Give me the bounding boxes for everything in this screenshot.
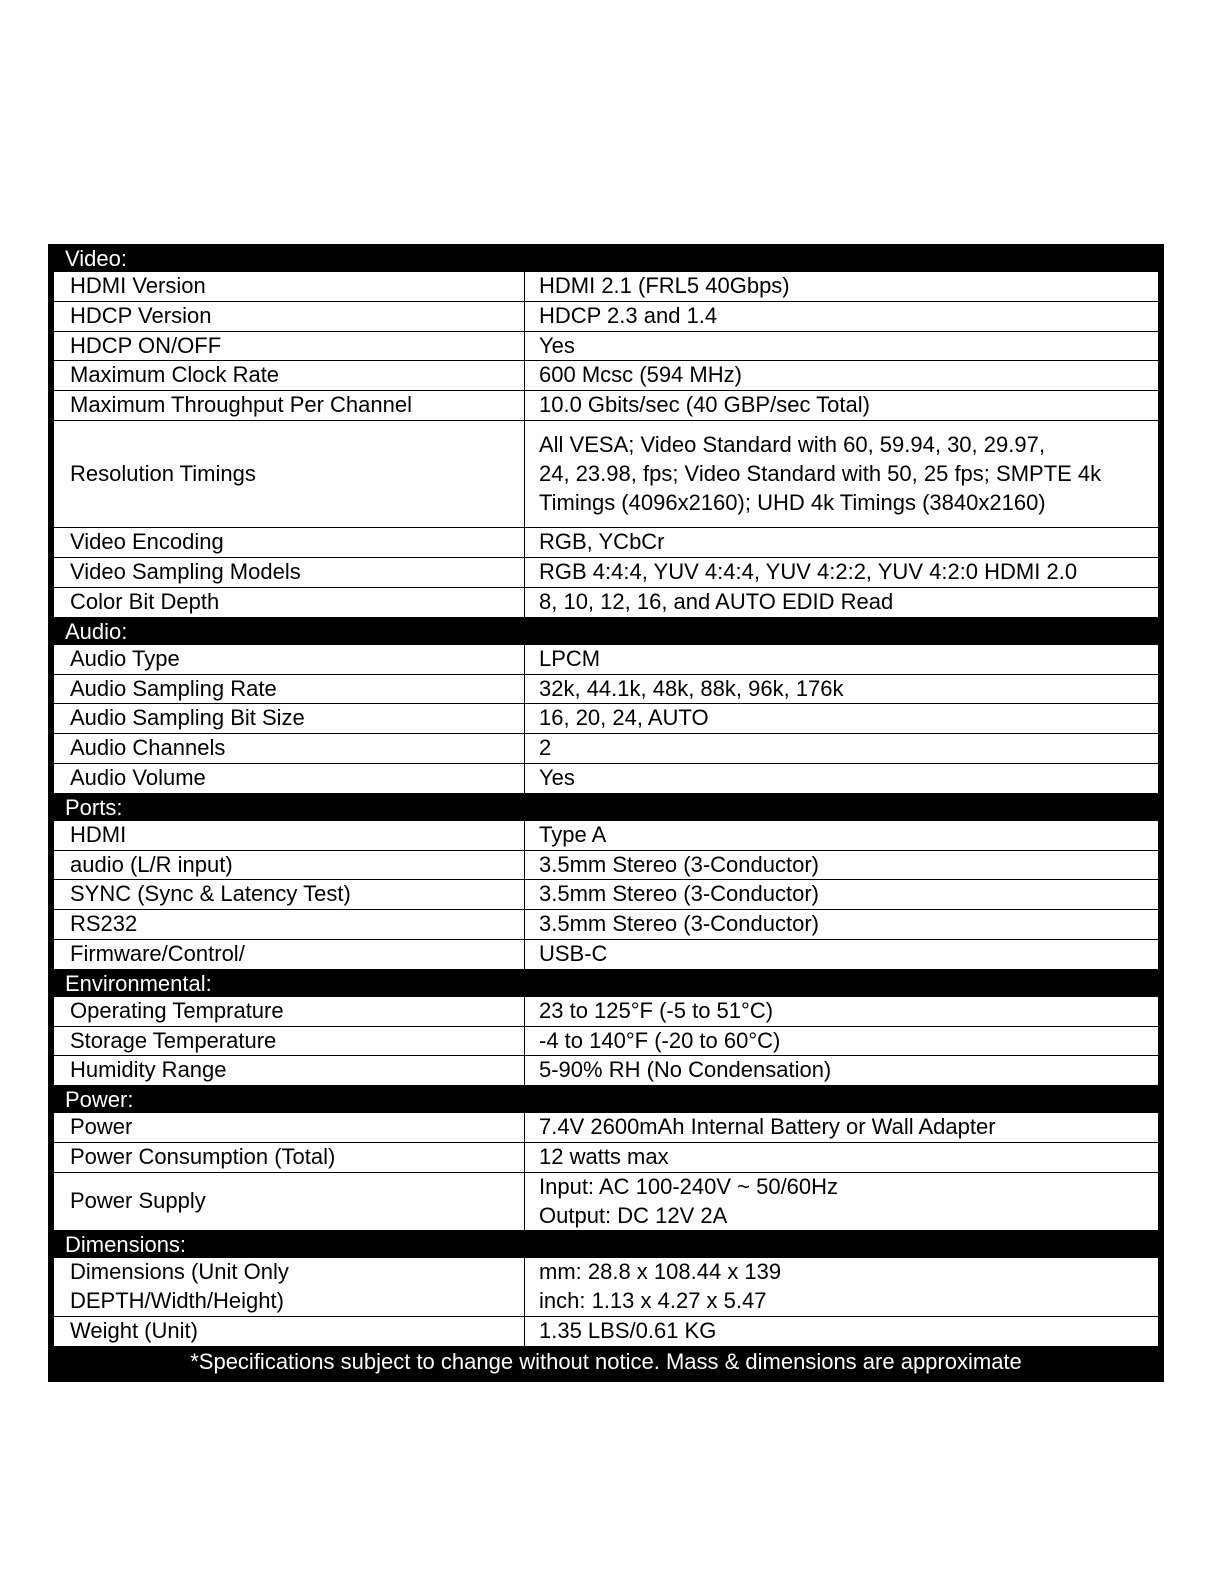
spec-row xyxy=(54,1113,1158,1143)
spec-value: All VESA; Video Standard with 60, 59.94, 30, 29.97, xyxy=(539,431,1045,457)
spec-label-cell xyxy=(54,1056,525,1085)
spec-value-cell xyxy=(525,391,1158,420)
spec-label-cell xyxy=(54,821,525,850)
spec-label-lines xyxy=(70,821,126,850)
spec-value: mm: 28.8 x 108.44 x 139 xyxy=(539,1259,782,1285)
section-rows xyxy=(54,272,1158,617)
spec-value-cell xyxy=(525,558,1158,587)
section-header: Ports: xyxy=(65,794,123,820)
spec-label-cell xyxy=(54,302,525,331)
spec-label: Audio Sampling Bit Size xyxy=(70,705,305,731)
spec-row xyxy=(54,704,1158,734)
spec-row xyxy=(54,821,1158,851)
spec-label: Video Sampling Models xyxy=(70,559,301,585)
spec-value: 24, 23.98, fps; Video Standard with 50, 25 fps; SMPTE 4k xyxy=(539,460,1102,486)
spec-value-cell xyxy=(525,1143,1158,1172)
spec-label-cell xyxy=(54,272,525,301)
spec-label-lines xyxy=(70,645,180,674)
spec-label-lines xyxy=(70,880,351,909)
spec-label: Audio Sampling Rate xyxy=(70,675,277,701)
spec-label-cell xyxy=(54,851,525,880)
spec-label-lines xyxy=(70,528,224,557)
spec-value-cell xyxy=(525,272,1158,301)
section-rows xyxy=(54,645,1158,793)
spec-label-lines xyxy=(70,851,233,880)
spec-value: HDMI 2.1 (FRL5 40Gbps) xyxy=(539,273,790,298)
spec-label-lines xyxy=(70,391,412,420)
spec-row xyxy=(54,1143,1158,1173)
spec-row xyxy=(54,997,1158,1027)
spec-label: Power Consumption (Total) xyxy=(70,1143,336,1169)
spec-label: SYNC (Sync & Latency Test) xyxy=(70,881,351,907)
spec-label-cell xyxy=(54,421,525,527)
section-rows xyxy=(54,997,1158,1085)
spec-row xyxy=(54,1056,1158,1085)
spec-label-cell xyxy=(54,558,525,587)
spec-label: Audio Type xyxy=(70,645,180,671)
spec-label-cell xyxy=(54,940,525,969)
spec-value-cell xyxy=(525,1056,1158,1085)
spec-value: 3.5mm Stereo (3-Conductor) xyxy=(539,851,819,877)
spec-label: Video Encoding xyxy=(70,529,224,555)
spec-value: 600 Mcsc (594 MHz) xyxy=(539,362,742,388)
spec-value-cell xyxy=(525,734,1158,763)
spec-label: Audio Channels xyxy=(70,735,226,761)
section-header: Audio: xyxy=(65,618,128,644)
spec-label-cell xyxy=(54,1027,525,1056)
spec-value: Input: AC 100-240V ~ 50/60Hz xyxy=(539,1173,839,1199)
spec-row xyxy=(54,851,1158,881)
spec-label: RS232 xyxy=(70,911,138,937)
spec-row xyxy=(54,734,1158,764)
spec-label-cell xyxy=(54,764,525,793)
spec-value: 8, 10, 12, 16, and AUTO EDID Read xyxy=(539,588,894,614)
spec-row xyxy=(54,764,1158,793)
spec-row xyxy=(54,1173,1158,1231)
spec-label-cell xyxy=(54,332,525,361)
spec-value-cell xyxy=(525,704,1158,733)
spec-row xyxy=(54,910,1158,940)
spec-value: Yes xyxy=(539,764,575,790)
disclaimer-footer: *Specifications subject to change without notice. Mass & dimensions are approximate xyxy=(190,1348,1022,1374)
spec-row xyxy=(54,361,1158,391)
spec-label: HDMI xyxy=(70,821,127,847)
spec-row xyxy=(54,880,1158,910)
spec-label-lines xyxy=(70,1027,276,1056)
spec-row xyxy=(54,940,1158,969)
spec-label-cell xyxy=(54,1258,525,1316)
spec-label-cell xyxy=(54,1317,525,1346)
spec-value: 3.5mm Stereo (3-Conductor) xyxy=(539,911,819,937)
spec-label: Power Supply xyxy=(70,1188,206,1214)
section-rows xyxy=(54,1113,1158,1230)
spec-row xyxy=(54,302,1158,332)
spec-row xyxy=(54,1317,1158,1346)
spec-label-lines xyxy=(70,734,225,763)
spec-label: HDCP Version xyxy=(70,302,212,328)
spec-row xyxy=(54,1027,1158,1057)
spec-label-lines xyxy=(70,997,284,1026)
spec-label: Color Bit Depth xyxy=(70,588,220,614)
spec-row xyxy=(54,272,1158,302)
spec-label-lines xyxy=(70,272,206,301)
spec-value: LPCM xyxy=(539,645,601,671)
spec-value-cell xyxy=(525,332,1158,361)
spec-label-lines xyxy=(70,675,277,704)
spec-label-cell xyxy=(54,361,525,390)
spec-label: Firmware/Control/ xyxy=(70,940,245,966)
spec-value: Timings (4096x2160); UHD 4k Timings (3840x2160) xyxy=(539,489,1046,515)
spec-value-cell xyxy=(525,764,1158,793)
spec-label-lines xyxy=(70,332,221,361)
spec-value: RGB, YCbCr xyxy=(539,529,665,555)
spec-value-cell xyxy=(525,361,1158,390)
spec-label-lines xyxy=(70,558,301,587)
spec-label-lines xyxy=(70,460,256,489)
spec-label-cell xyxy=(54,910,525,939)
spec-value-cell xyxy=(525,910,1158,939)
section-header: Video: xyxy=(65,246,127,271)
spec-value-cell xyxy=(525,1317,1158,1346)
spec-label-lines xyxy=(70,910,137,939)
spec-value: Yes xyxy=(539,332,575,358)
spec-label: HDMI Version xyxy=(70,273,206,298)
spec-label: Weight (Unit) xyxy=(70,1317,198,1343)
spec-label-lines xyxy=(70,1317,198,1346)
spec-label: Storage Temperature xyxy=(70,1027,277,1053)
spec-label-lines xyxy=(70,1258,289,1316)
spec-label: Audio Volume xyxy=(70,764,206,790)
spec-value-cell xyxy=(525,528,1158,557)
spec-row xyxy=(54,558,1158,588)
section-rows xyxy=(54,821,1158,969)
spec-label: audio (L/R input) xyxy=(70,851,233,877)
section-rows xyxy=(54,1258,1158,1345)
spec-value-cell xyxy=(525,645,1158,674)
spec-label: Maximum Throughput Per Channel xyxy=(70,392,412,418)
spec-value: 16, 20, 24, AUTO xyxy=(539,705,709,731)
spec-label-cell xyxy=(54,645,525,674)
spec-value: 5-90% RH (No Condensation) xyxy=(539,1057,832,1083)
spec-value: HDCP 2.3 and 1.4 xyxy=(539,302,718,328)
spec-label-lines xyxy=(70,1187,206,1216)
spec-value: Type A xyxy=(539,821,607,847)
spec-value-cell xyxy=(525,851,1158,880)
spec-label-cell xyxy=(54,391,525,420)
spec-value-cell xyxy=(525,421,1158,527)
spec-row xyxy=(54,588,1158,617)
spec-row xyxy=(54,528,1158,558)
spec-value: 3.5mm Stereo (3-Conductor) xyxy=(539,881,819,907)
spec-label-lines xyxy=(70,1143,335,1172)
spec-label-cell xyxy=(54,880,525,909)
spec-value-cell xyxy=(525,997,1158,1026)
spec-value-cell xyxy=(525,588,1158,617)
spec-label: Dimensions (Unit Only xyxy=(70,1259,289,1285)
spec-value: 2 xyxy=(539,735,552,761)
spec-label-lines xyxy=(70,302,211,331)
spec-value: 10.0 Gbits/sec (40 GBP/sec Total) xyxy=(539,392,870,418)
spec-label-cell xyxy=(54,734,525,763)
spec-row xyxy=(54,332,1158,362)
spec-label: Maximum Clock Rate xyxy=(70,362,280,388)
spec-label-cell xyxy=(54,675,525,704)
spec-value: 12 watts max xyxy=(539,1143,669,1169)
spec-value: 1.35 LBS/0.61 KG xyxy=(539,1317,717,1343)
spec-row xyxy=(54,675,1158,705)
spec-label-cell xyxy=(54,704,525,733)
spec-label: Power xyxy=(70,1114,133,1140)
spec-value: RGB 4:4:4, YUV 4:4:4, YUV 4:2:2, YUV 4:2:0 HDMI 2.0 xyxy=(539,559,1078,585)
spec-row xyxy=(54,421,1158,528)
spec-row xyxy=(54,391,1158,421)
spec-value-cell xyxy=(525,1113,1158,1142)
spec-label-cell xyxy=(54,1173,525,1231)
spec-value: inch: 1.13 x 4.27 x 5.47 xyxy=(539,1288,767,1314)
spec-value-cell xyxy=(525,880,1158,909)
spec-label-lines xyxy=(70,704,305,733)
spec-label-cell xyxy=(54,1143,525,1172)
spec-value-cell xyxy=(525,1173,1158,1231)
spec-value-cell xyxy=(525,821,1158,850)
spec-value-cell xyxy=(525,940,1158,969)
spec-label: HDCP ON/OFF xyxy=(70,332,222,358)
spec-value: 7.4V 2600mAh Internal Battery or Wall Adapter xyxy=(539,1114,996,1140)
spec-row xyxy=(54,1258,1158,1317)
spec-table xyxy=(48,244,1164,1382)
spec-value: 23 to 125°F (-5 to 51°C) xyxy=(539,997,774,1023)
spec-value: -4 to 140°F (-20 to 60°C) xyxy=(539,1027,781,1053)
section-header: Environmental: xyxy=(65,970,212,996)
spec-label: Resolution Timings xyxy=(70,460,256,486)
spec-label-lines xyxy=(70,588,219,617)
section-header: Dimensions: xyxy=(65,1232,187,1258)
spec-label-cell xyxy=(54,1113,525,1142)
spec-row xyxy=(54,645,1158,675)
spec-label: DEPTH/Width/Height) xyxy=(70,1288,284,1314)
spec-label-lines xyxy=(70,940,245,969)
spec-value-cell xyxy=(525,302,1158,331)
spec-label-cell xyxy=(54,588,525,617)
spec-label-cell xyxy=(54,528,525,557)
spec-value-cell xyxy=(525,1258,1158,1316)
spec-label-lines xyxy=(70,361,279,390)
section-header: Power: xyxy=(65,1087,134,1113)
spec-value: 32k, 44.1k, 48k, 88k, 96k, 176k xyxy=(539,675,844,701)
spec-value-cell xyxy=(525,675,1158,704)
spec-label-lines xyxy=(70,764,206,793)
spec-label: Operating Temprature xyxy=(70,997,284,1023)
spec-value: USB-C xyxy=(539,940,608,966)
spec-label-cell xyxy=(54,997,525,1026)
spec-value-cell xyxy=(525,1027,1158,1056)
spec-label-lines xyxy=(70,1056,227,1085)
spec-label: Humidity Range xyxy=(70,1057,227,1083)
spec-label-lines xyxy=(70,1113,132,1142)
spec-value: Output: DC 12V 2A xyxy=(539,1202,728,1228)
